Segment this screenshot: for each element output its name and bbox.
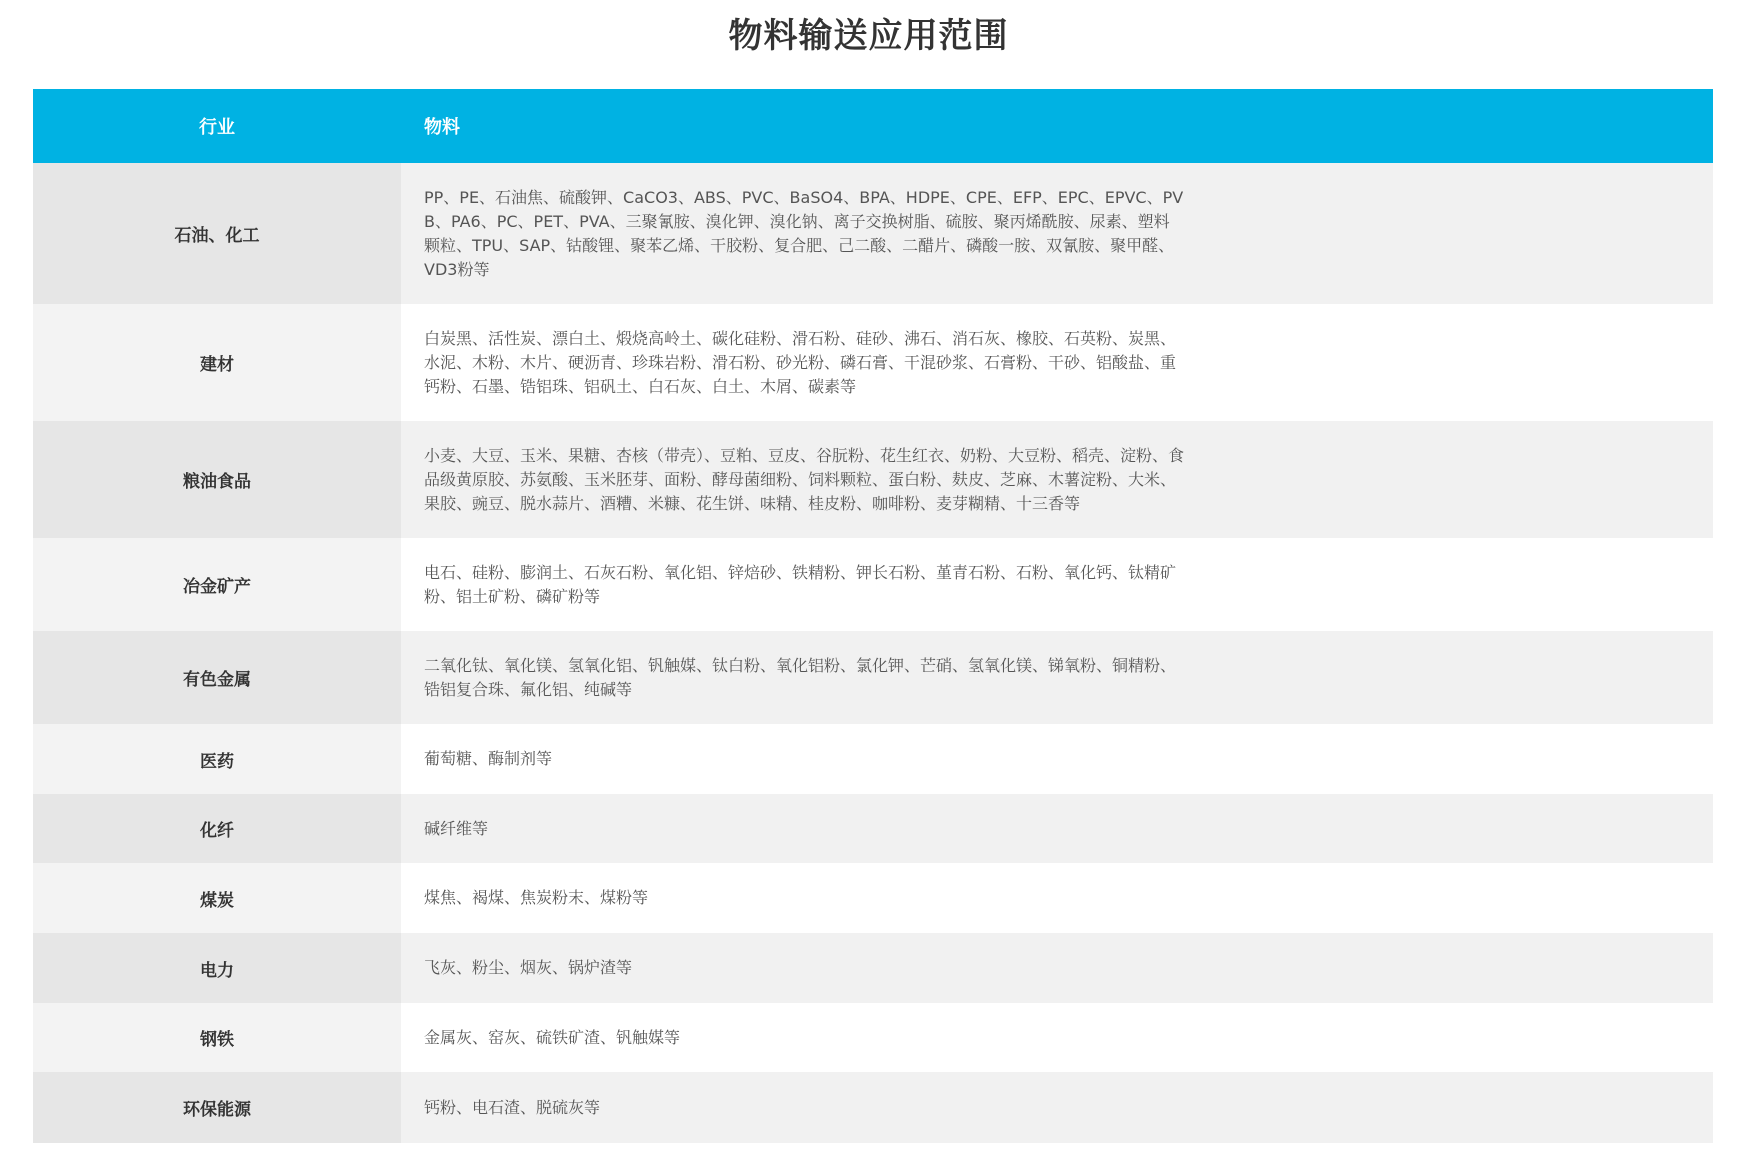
industry-cell: 电力: [33, 933, 401, 1003]
materials-text: 飞灰、粉尘、烟灰、锅炉渣等: [424, 958, 633, 977]
materials-text: 二氧化钛、氧化镁、氢氧化铝、钒触媒、钛白粉、氧化铝粉、氯化钾、芒硝、氢氧化镁、锑氧粉、铜精粉、锆铝复合珠、氟化铝、纯碱等: [424, 655, 1177, 699]
table-row: [33, 538, 1713, 631]
materials-text: 白炭黑、活性炭、漂白土、煅烧高岭土、碳化硅粉、滑石粉、硅砂、沸石、消石灰、橡胶、石英粉、炭黑、水泥、木粉、木片、硬沥青、珍珠岩粉、滑石粉、砂光粉、磷石膏、干混砂浆、石膏粉、干砂、铝酸盐、重钙粉、石墨、锆铝珠、铝矾土、白石灰、白土、木屑、碳素等: [424, 328, 1177, 396]
materials-cell: [401, 1072, 1713, 1143]
industry-cell: 煤炭: [33, 863, 401, 933]
table-row: [33, 1003, 1713, 1072]
materials-cell: [401, 933, 1713, 1003]
industry-cell: 医药: [33, 724, 401, 794]
materials-cell: [401, 863, 1713, 933]
materials-text: 煤焦、褐煤、焦炭粉末、煤粉等: [424, 888, 649, 907]
materials-text: 金属灰、窑灰、硫铁矿渣、钒触媒等: [424, 1027, 681, 1047]
table-row: [33, 863, 1713, 933]
table-row: [33, 304, 1713, 421]
table-row: [33, 421, 1713, 538]
industry-cell: 建材: [33, 304, 401, 421]
table-row: [33, 163, 1713, 304]
header-materials: 物料: [424, 117, 460, 138]
materials-cell: [401, 1003, 1713, 1072]
table-header-row: [33, 89, 1713, 163]
industry-cell: 环保能源: [33, 1072, 401, 1143]
materials-cell: [401, 538, 1713, 631]
materials-text: 小麦、大豆、玉米、果糖、杏核（带壳）、豆粕、豆皮、谷朊粉、花生红衣、奶粉、大豆粉、稻壳、淀粉、食品级黄原胶、苏氨酸、玉米胚芽、面粉、酵母菌细粉、饲料颗粒、蛋白粉、麸皮、芝麻、木薯淀粉、大米、果胶、豌豆、脱水蒜片、酒糟、米糠、花生饼、味精、桂皮粉、咖啡粉、麦芽糊精、十三香等: [424, 445, 1185, 513]
header-industry: 行业: [199, 117, 235, 138]
materials-text: 葡萄糖、酶制剂等: [424, 749, 553, 768]
industry-cell: 粮油食品: [33, 421, 401, 538]
table-row: [33, 794, 1713, 863]
industry-cell: 有色金属: [33, 631, 401, 724]
industry-cell: 石油、化工: [33, 163, 401, 304]
materials-text: 钙粉、电石渣、脱硫灰等: [424, 1097, 601, 1117]
table-row: [33, 724, 1713, 794]
materials-text: PP、PE、石油焦、硫酸钾、CaCO3、ABS、PVC、BaSO4、BPA、HDPE、CPE、EFP、EPC、EPVC、PVB、PA6、PC、PET、PVA、三聚氰胺、溴化钾、溴化钠、离子交换树脂、硫胺、聚丙烯酰胺、尿素、塑料颗粒、TPU、SAP、钴酸锂、聚苯乙烯、干胶粉、复合肥、己二酸、二醋片、磷酸一胺、双氰胺、聚甲醛、VD3粉等: [424, 187, 1184, 279]
materials-cell: [401, 794, 1713, 863]
materials-table: [33, 89, 1713, 1143]
page-title: 物料输送应用范围: [728, 16, 1009, 56]
materials-text: 碱纤维等: [424, 818, 489, 838]
industry-cell: 化纤: [33, 794, 401, 863]
materials-cell: [401, 631, 1713, 724]
table-row: [33, 1072, 1713, 1143]
materials-text: 电石、硅粉、膨润土、石灰石粉、氧化铝、锌焙砂、铁精粉、钾长石粉、堇青石粉、石粉、氧化钙、钛精矿粉、铝土矿粉、磷矿粉等: [424, 562, 1177, 606]
table-row: [33, 631, 1713, 724]
materials-cell: [401, 163, 1713, 304]
industry-cell: 钢铁: [33, 1003, 401, 1072]
industry-cell: 冶金矿产: [33, 538, 401, 631]
materials-cell: [401, 724, 1713, 794]
table-row: [33, 933, 1713, 1003]
materials-cell: [401, 304, 1713, 421]
materials-cell: [401, 421, 1713, 538]
